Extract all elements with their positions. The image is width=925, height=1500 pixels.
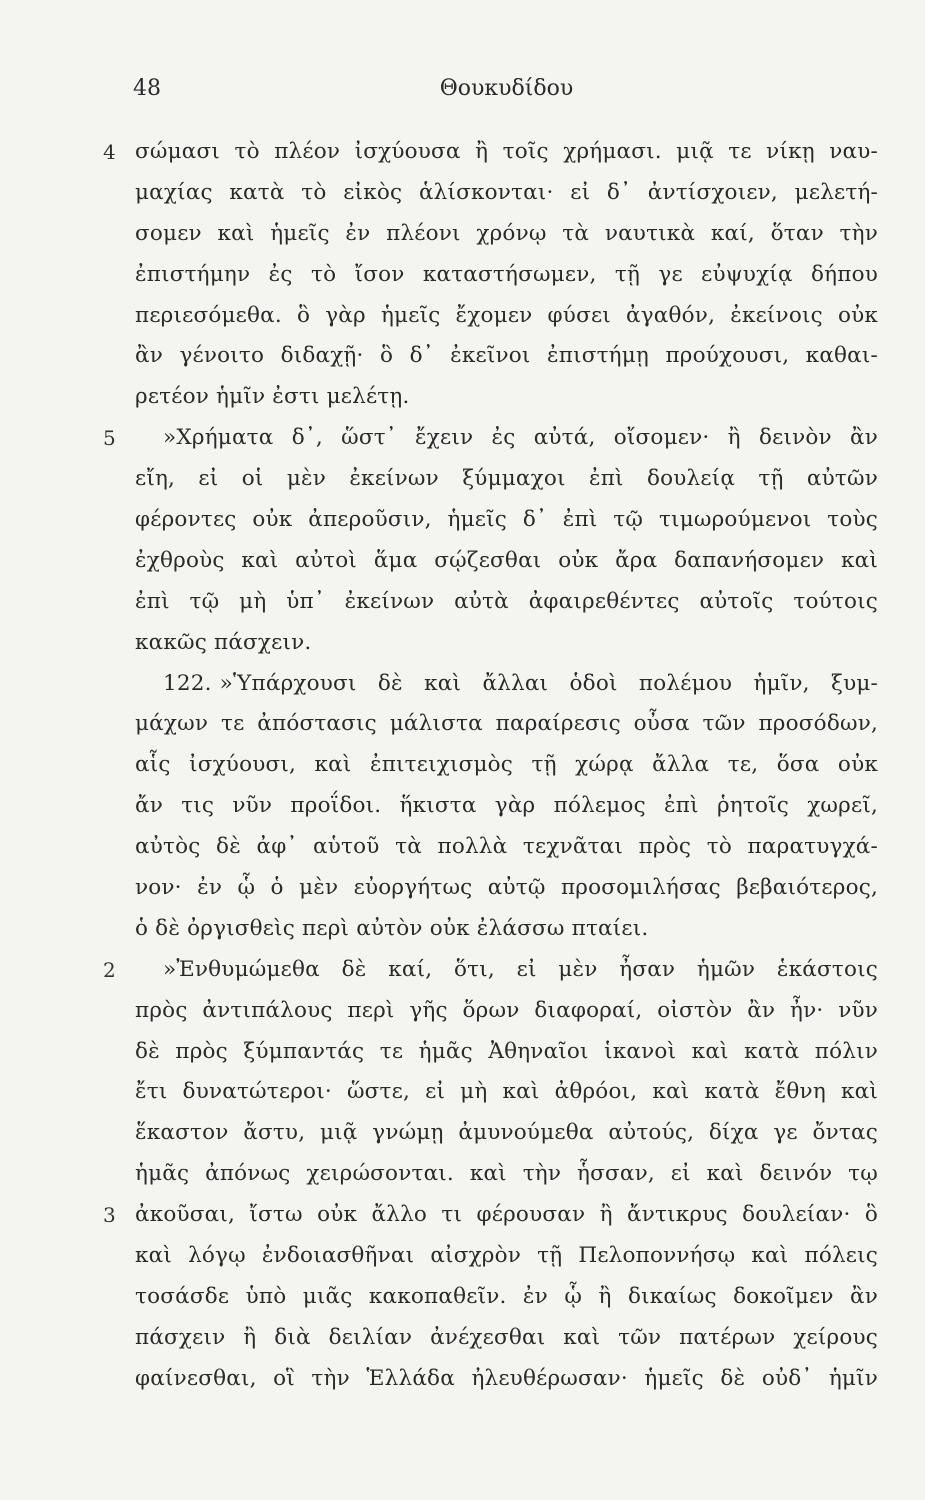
line-text	[135, 173, 878, 214]
text-line	[135, 1359, 878, 1400]
line-content: μαχίας κατὰ τὸ εἰκὸς ἁλίσκονται· εἰ δ᾿ ἀντίσχοιεν, μελετή-	[135, 179, 878, 205]
line-text	[135, 1195, 878, 1236]
line-content: πρὸς ἀντιπάλους περὶ γῆς ὅρων διαφοραί, οἰστὸν ἂν ἦν· νῦν	[135, 997, 878, 1023]
text-line	[135, 296, 878, 337]
body-text	[103, 132, 878, 1400]
line-text	[135, 582, 878, 623]
text-line	[135, 1113, 878, 1154]
line-text	[135, 664, 878, 705]
line-content: φαίνεσθαι, οἳ τὴν Ἑλλάδα ἠλευθέρωσαν· ἡμεῖς δὲ οὐδ᾿ ἡμῖν	[135, 1365, 878, 1391]
text-line	[135, 1032, 878, 1073]
line-text	[135, 909, 878, 950]
text-line	[135, 500, 878, 541]
line-text	[135, 1359, 878, 1400]
text-line	[135, 1154, 878, 1195]
line-content: ἐχθροὺς καὶ αὐτοὶ ἅμα σῴζεσθαι οὐκ ἄρα δαπανήσομεν καὶ	[135, 547, 878, 573]
text-line	[135, 786, 878, 827]
line-content: ἀκοῦσαι, ἴστω οὐκ ἄλλο τι φέρουσαν ἢ ἄντικρυς δουλείαν· ὃ	[135, 1202, 878, 1228]
line-content: ὁ δὲ ὀργισθεὶς περὶ αὐτὸν οὐκ ἐλάσσω πταίει.	[135, 915, 649, 941]
text-line	[135, 909, 878, 950]
line-content: τοσάσδε ὑπὸ μιᾶς κακοπαθεῖν. ἐν ᾧ ἢ δικαίως δοκοῖμεν ἂν	[135, 1283, 878, 1309]
line-text	[135, 377, 878, 418]
line-content: σομεν καὶ ἡμεῖς ἐν πλέονι χρόνῳ τὰ ναυτικὰ καί, ὅταν τὴν	[135, 220, 878, 246]
line-text	[135, 1277, 878, 1318]
line-content: φέροντες οὐκ ἀπεροῦσιν, ἡμεῖς δ᾿ ἐπὶ τῷ τιμωρούμενοι τοὺς	[135, 507, 878, 533]
line-content: »Ὑπάρχουσι δὲ καὶ ἄλλαι ὁδοὶ πολέμου ἡμῖν, ξυμ-	[219, 670, 878, 696]
line-content: ἐπὶ τῷ μὴ ὑπ᾿ ἐκείνων αὐτὰ ἀφαιρεθέντες αὐτοῖς τούτοις	[135, 588, 878, 614]
text-line	[135, 745, 878, 786]
text-line	[135, 541, 878, 582]
text-line	[135, 991, 878, 1032]
line-text	[135, 950, 878, 991]
line-content: μάχων τε ἀπόστασις μάλιστα παραίρεσις οὖσα τῶν προσόδων,	[135, 711, 878, 737]
line-content: εἴη, εἰ οἱ μὲν ἐκείνων ξύμμαχοι ἐπὶ δουλείᾳ τῇ αὐτῶν	[135, 466, 878, 492]
section-number: 4	[103, 140, 116, 164]
line-text	[135, 1318, 878, 1359]
line-text	[135, 214, 878, 255]
line-text	[135, 1113, 878, 1154]
line-text	[135, 1072, 878, 1113]
line-text	[135, 541, 878, 582]
text-line	[135, 704, 878, 745]
line-text	[135, 991, 878, 1032]
line-content: ἡμᾶς ἀπόνως χειρώσονται. καὶ τὴν ἧσσαν, εἰ καὶ δεινόν τῳ	[135, 1161, 878, 1187]
line-content: δὲ πρὸς ξύμπαντάς τε ἡμᾶς Ἀθηναῖοι ἱκανοὶ καὶ κατὰ πόλιν	[135, 1038, 878, 1064]
line-content: ρετέον ἡμῖν ἐστι μελέτῃ.	[135, 384, 410, 410]
line-content: σώμασι τὸ πλέον ἰσχύουσα ἢ τοῖς χρήμασι. μιᾷ τε νίκῃ ναυ-	[135, 139, 878, 164]
chapter-number: 122.	[163, 670, 212, 696]
section-number: 2	[103, 957, 116, 982]
line-content: ἂν γένοιτο διδαχῇ· ὃ δ᾿ ἐκεῖνοι ἐπιστήμῃ προύχουσι, καθαι-	[135, 343, 878, 369]
line-content: αὐτὸς δὲ ἀφ᾿ αὑτοῦ τὰ πολλὰ τεχνᾶται πρὸς τὸ παρατυγχά-	[135, 834, 878, 860]
line-text	[135, 623, 878, 664]
line-text	[135, 459, 878, 500]
line-content: αἷς ἰσχύουσι, καὶ ἐπιτειχισμὸς τῇ χώρᾳ ἄλλα τε, ὅσα οὐκ	[135, 752, 878, 778]
line-content: πάσχειν ἢ διὰ δειλίαν ἀνέχεσθαι καὶ τῶν πατέρων χείρους	[135, 1324, 878, 1350]
text-line	[103, 950, 878, 991]
text-line	[103, 132, 878, 173]
text-line	[135, 1072, 878, 1113]
line-text	[135, 1032, 878, 1073]
line-text	[135, 418, 878, 459]
text-line	[135, 868, 878, 909]
line-content: »Ἐνθυμώμεθα δὲ καί, ὅτι, εἰ μὲν ἦσαν ἡμῶν ἑκάστοις	[163, 956, 878, 982]
text-line	[103, 1195, 878, 1236]
text-line	[135, 827, 878, 868]
line-text	[135, 500, 878, 541]
text-line	[135, 377, 878, 418]
line-text	[135, 296, 878, 337]
line-text	[135, 132, 878, 173]
text-line	[135, 1277, 878, 1318]
line-content: νον· ἐν ᾧ ὁ μὲν εὐοργήτως αὐτῷ προσομιλήσας βεβαιότερος,	[135, 875, 878, 901]
line-text	[135, 1154, 878, 1195]
section-number: 3	[103, 1203, 116, 1228]
text-line	[135, 173, 878, 214]
line-content: ἐπιστήμην ἐς τὸ ἴσον καταστήσωμεν, τῇ γε εὐψυχίᾳ δήπου	[135, 261, 878, 287]
text-line	[135, 582, 878, 623]
text-line	[135, 459, 878, 500]
line-text	[135, 786, 878, 827]
line-content: ἔτι δυνατώτεροι· ὥστε, εἰ μὴ καὶ ἀθρόοι, καὶ κατὰ ἔθνη καὶ	[135, 1079, 878, 1105]
text-line	[135, 214, 878, 255]
line-text	[135, 745, 878, 786]
line-text	[135, 1236, 878, 1277]
page-header	[133, 76, 880, 112]
line-text	[135, 704, 878, 745]
text-line	[135, 623, 878, 664]
section-number: 5	[103, 426, 116, 451]
line-text	[135, 827, 878, 868]
line-content: ἄν τις νῦν προΐδοι. ἥκιστα γὰρ πόλεμος ἐπὶ ῥητοῖς χωρεῖ,	[135, 793, 878, 819]
text-line	[103, 418, 878, 459]
line-text	[135, 336, 878, 377]
text-line	[135, 1236, 878, 1277]
line-content: »Χρήματα δ᾿, ὥστ᾿ ἔχειν ἐς αὐτά, οἴσομεν· ἢ δεινὸν ἂν	[163, 425, 878, 451]
line-content: κακῶς πάσχειν.	[135, 629, 312, 655]
line-text	[135, 255, 878, 296]
line-content: ἕκαστον ἄστυ, μιᾷ γνώμῃ ἀμυνούμεθα αὐτούς, δίχα γε ὄντας	[135, 1120, 878, 1146]
text-line	[135, 336, 878, 377]
line-content: περιεσόμεθα. ὃ γὰρ ἡμεῖς ἔχομεν φύσει ἀγαθόν, ἐκείνοις οὐκ	[135, 302, 878, 328]
line-text	[135, 868, 878, 909]
line-content: καὶ λόγῳ ἐνδοιασθῆναι αἰσχρὸν τῇ Πελοποννήσῳ καὶ πόλεις	[135, 1243, 878, 1269]
page-number: 48	[133, 76, 161, 101]
text-line	[135, 1318, 878, 1359]
running-title: Θουκυδίδου	[439, 76, 574, 101]
text-line	[135, 664, 878, 705]
text-line	[135, 255, 878, 296]
